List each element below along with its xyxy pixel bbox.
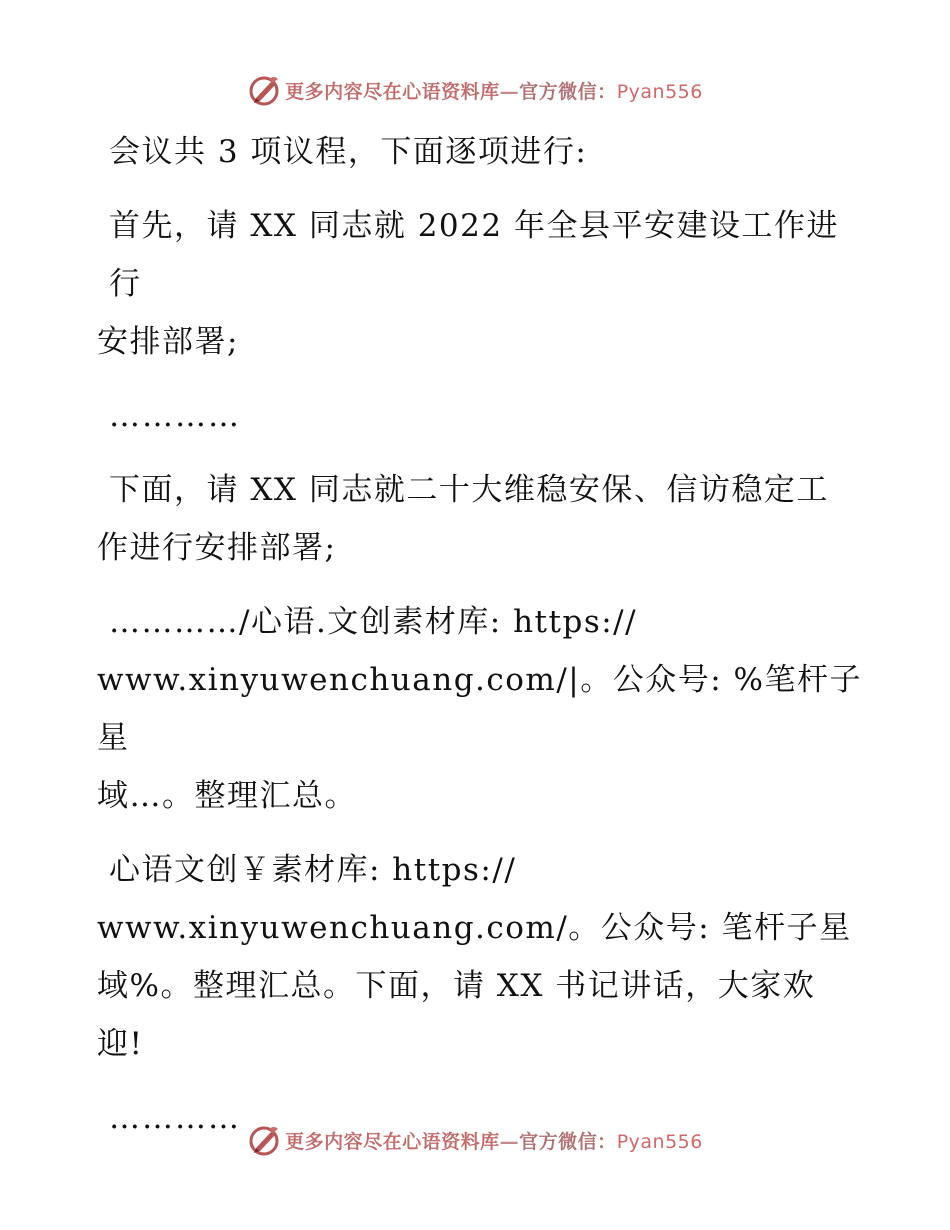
paragraph-speech-intro xyxy=(97,841,867,1073)
text-line: 安排部署; xyxy=(97,324,239,360)
text-line: 心语文创￥素材库: https:// xyxy=(109,852,517,888)
header-watermark xyxy=(0,70,950,110)
watermark-id: Pyan556 xyxy=(616,1130,703,1153)
paragraph-first-item xyxy=(97,197,867,371)
watermark-separator: — xyxy=(499,80,520,103)
watermark-main-text: 更多内容尽在心语资料库 xyxy=(285,80,500,103)
watermark-label: 官方微信： xyxy=(519,80,617,103)
paragraph-second-item xyxy=(97,461,867,577)
text-line: 迎! xyxy=(97,1026,144,1062)
paragraph-agenda xyxy=(97,123,867,181)
text-line: 作进行安排部署; xyxy=(97,530,337,566)
text-line: 域…。整理汇总。 xyxy=(97,778,357,814)
text-line: …………/心语.文创素材库: https:// xyxy=(109,604,638,640)
watermark-separator: — xyxy=(499,1130,520,1153)
text-line: ………… xyxy=(109,1100,241,1136)
watermark-label: 官方微信： xyxy=(519,1130,617,1153)
text-line: ………… xyxy=(109,398,241,434)
watermark-main-text: 更多内容尽在心语资料库 xyxy=(285,1130,500,1153)
text-line: 会议共 3 项议程，下面逐项进行: xyxy=(109,134,588,170)
pen-circle-logo-icon xyxy=(247,1123,281,1157)
text-line: www.xinyuwenchuang.com/。公众号: 笔杆子星 xyxy=(97,910,852,946)
text-line: 下面，请 XX 同志就二十大维稳安保、信访稳定工 xyxy=(109,472,829,508)
paragraph-ellipsis xyxy=(97,387,867,445)
footer-watermark xyxy=(0,1120,950,1160)
text-line: www.xinyuwenchuang.com/|。公众号: %笔杆子星 xyxy=(97,662,862,756)
document-body xyxy=(97,123,867,1163)
watermark-id: Pyan556 xyxy=(616,80,703,103)
pen-circle-logo-icon xyxy=(247,73,281,107)
text-line: 域%。整理汇总。下面，请 XX 书记讲话，大家欢 xyxy=(97,968,816,1004)
text-line: 首先，请 XX 同志就 2022 年全县平安建设工作进行 xyxy=(109,208,839,302)
paragraph-source-note xyxy=(97,593,867,825)
